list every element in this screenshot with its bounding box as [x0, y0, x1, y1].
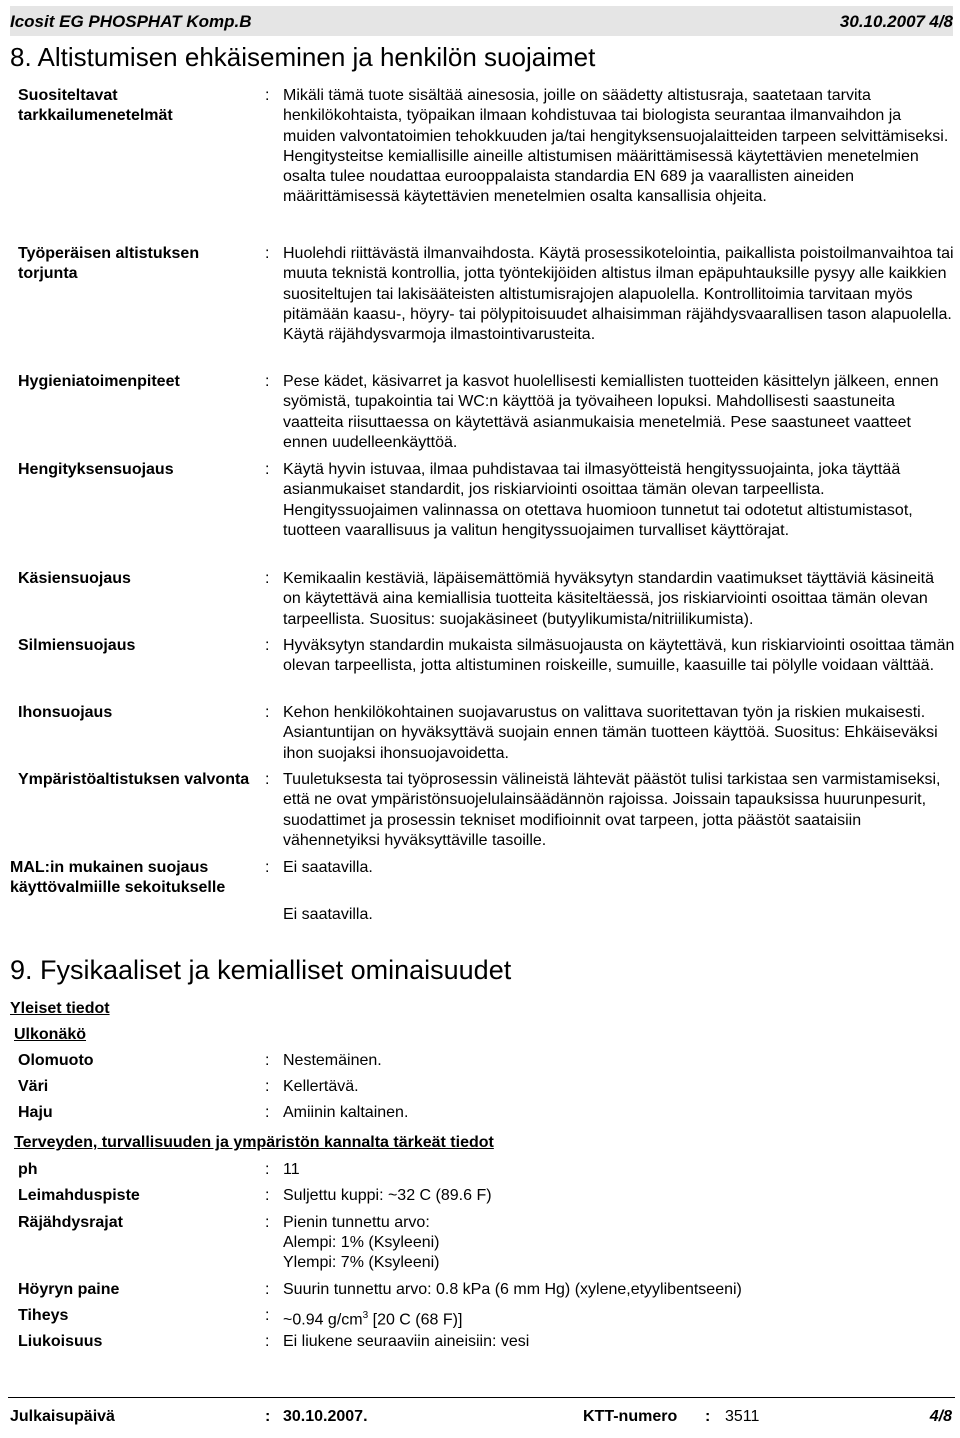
value-hygiene: Pese kädet, käsivarret ja kasvot huolellisesti kemiallisten tuotteiden käsittelyn jälkeen, ennen syömistä, tupakointia tai WC:n käyttöä ja työvaiheen lopuksi. Mahdollisesti saastuneita vaatteita riisuttaessa on käytettävä asianmukaisia menetelmiä. Pese saastuneet vaatteet ennen uudelleenkäyttöä.	[283, 373, 939, 451]
document-title: Icosit EG PHOSPHAT Komp.B	[10, 12, 252, 31]
appearance-heading: Ulkonäkö	[14, 1026, 87, 1043]
value-eyes: Hyväksytyn standardin mukaista silmäsuojausta on käytettävä, kun riskiarviointi osoittaa tämän olevan tarpeellista, jotta altistuminen roiskeille, sumuille, kaasuille tai pölylle voidaan välttää.	[283, 637, 955, 675]
health-safety-heading: Terveyden, turvallisuuden ja ympäristön kannalta tärkeät tiedot	[14, 1134, 494, 1151]
label-monitoring: Suositeltavat tarkkailumenetelmät	[18, 87, 173, 124]
label-environment: Ympäristöaltistuksen valvonta	[18, 771, 250, 788]
header-date: 30.10.2007	[839, 12, 925, 31]
value-mal: Ei saatavilla.	[283, 859, 373, 876]
label-exposure-control: Työperäisen altistuksen torjunta	[18, 245, 200, 282]
footer-ktt-number: 3511	[725, 1408, 760, 1425]
label-mal: MAL:in mukainen suojaus käyttövalmiille sekoitukselle	[10, 859, 226, 896]
label-eyes: Silmiensuojaus	[18, 637, 136, 654]
footer-ktt-label: KTT-numero	[583, 1408, 678, 1425]
value-hands: Kemikaalin kestäviä, läpäisemättömiä hyväksytyn standardin vaatimukset täyttäviä käsineitä on käytettävä aina kemiallisia tuotteita käsiteltäessä, jos riskiarviointi osoittaa tämän olevan tarpeellista. Suositus: suojakäsineet (butyylikumista/nitriilikumista).	[283, 570, 934, 628]
label-hands: Käsiensuojaus	[18, 570, 131, 587]
value-exposure-control: Huolehdi riittävästä ilmanvaihdosta. Käytä prosessikotelointia, paikallista poistoilmanvaihtoa tai muuta teknistä kontrollia, jotta työntekijöiden altistus ilman epäpuhtauksille pysyy alle kaikkien suositeltujen tai lakisääteisten altistumisrajojen alapuolella. Kontrollitoimia tarvitaan myös pitämään kaasu-, höyry- tai pölypitoisuudet alhaisimman räjähdysvaarallisen tason alapuolella. Käytä räjähdysvarmoja ilmastointivarusteita.	[283, 245, 954, 344]
value-skin: Kehon henkilökohtainen suojavarustus on valittava suoritettavan työn ja riskien mukaisesti. Asiantuntijan on hyväksyttävä suojain ennen tämän tuotteen käyttöä. Suositus: Ehkäiseväksi ihon suojaksi ihonsuojavoidetta.	[283, 704, 938, 762]
footer-page: 4/8	[929, 1408, 952, 1425]
footer-date-label: Julkaisupäivä	[10, 1408, 115, 1425]
label-respiratory: Hengityksensuojaus	[18, 461, 174, 478]
section-9-title: 9. Fysikaaliset ja kemialliset ominaisuudet	[10, 955, 512, 985]
value-monitoring: Mikäli tämä tuote sisältää ainesosia, joille on säädetty altistusraja, saatetaan tarvita henkilökohtaista, työpaikan ilmaan kohdistuvaa tai biologista seurantaa ilmanvaihdon ja muiden valvontatoimien tehokkuuden ja/tai hengityksensuojalaitteiden tarpeen selvittämiseksi. Hengitysteitse kemiallisille aineille altistumisen määrittämisessä käytettävien menetelmien osalta tulee noudattaa eurooppalaista standardia EN 689 ja vaarallisten aineiden määrittämisessä käytettävien menetelmien osalta kansallisia ohjeita.	[283, 87, 949, 206]
value-respiratory: Käytä hyvin istuvaa, ilmaa puhdistavaa tai ilmasyötteistä hengityssuojainta, joka täyttää asianmukaiset standardit, jos riskiarviointi osoittaa tämän olevan tarpeellista. Hengityssuojaimen valinnassa on otettava huomioon tunnetut tai odotetut altistumistasot, tuotteen vaarallisuus ja valitun hengityssuojaimen turvalliset käyttörajat.	[283, 461, 913, 539]
footer-divider	[8, 1397, 955, 1398]
label-hygiene: Hygieniatoimenpiteet	[18, 373, 180, 390]
value-mal-2: Ei saatavilla.	[283, 906, 373, 923]
label-skin: Ihonsuojaus	[18, 704, 113, 721]
section-8-title: 8. Altistumisen ehkäiseminen ja henkilön suojaimet	[10, 42, 596, 72]
footer-date: 30.10.2007.	[283, 1408, 368, 1425]
header-page: 4/8	[929, 12, 953, 31]
value-environment: Tuuletuksesta tai työprosessin välineistä lähtevät päästöt tulisi tarkistaa sen varmistamiseksi, että ne ovat ympäristönsuojelulainsäädännön rajoissa. Joissain tapauksissa huurunpesurit, suodattimet ja prosessin tekniset modifioinnit ovat tarpeen, jotta päästöt saataisiin vähennetyiksi hyväksyttäville tasoille.	[283, 771, 941, 849]
general-info-heading: Yleiset tiedot	[10, 1000, 110, 1017]
header-bar	[10, 6, 953, 36]
